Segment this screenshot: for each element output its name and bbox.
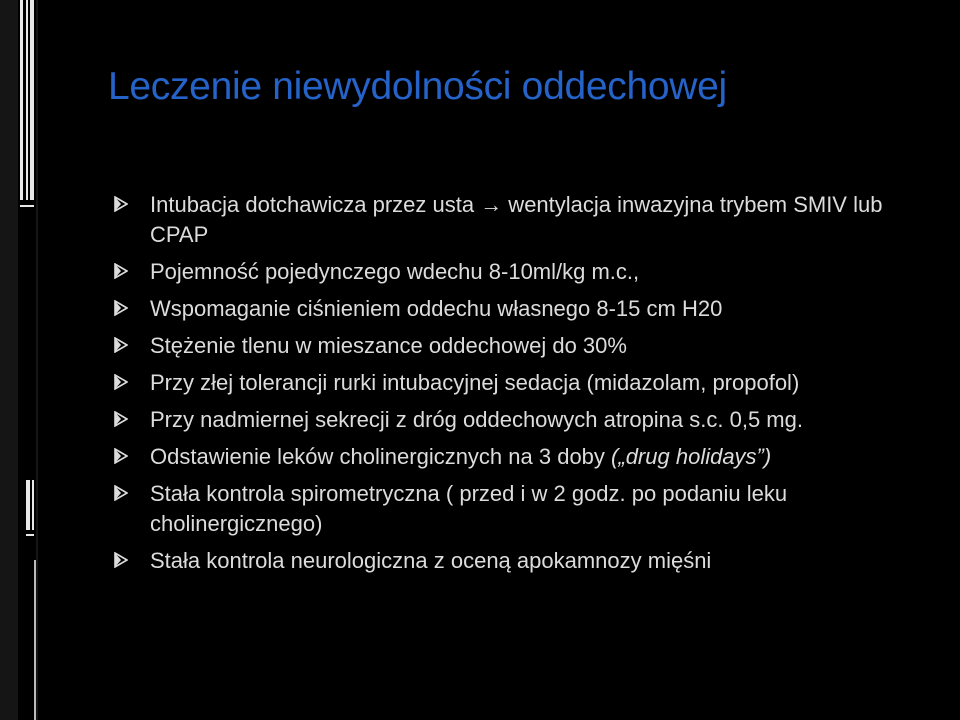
bullet-text-italic: („drug holidays”) <box>611 444 772 469</box>
bullet-marker-icon <box>114 411 128 427</box>
bullet-marker-icon <box>114 485 128 501</box>
slide-title: Leczenie niewydolności oddechowej <box>108 65 727 108</box>
bullet-text: Przy złej tolerancji rurki intubacyjnej sedacja (midazolam, propofol) <box>150 370 800 395</box>
bullet-item <box>112 546 912 576</box>
bullet-text: Stała kontrola neurologiczna z oceną apokamnozy mięśni <box>150 548 712 573</box>
bullet-marker-icon <box>114 448 128 464</box>
left-decoration <box>0 0 42 720</box>
bullet-marker-icon <box>114 337 128 353</box>
bullet-text: Przy nadmiernej sekrecji z dróg oddechowych atropina s.c. 0,5 mg. <box>150 407 803 432</box>
bullet-item <box>112 368 912 398</box>
bullet-list <box>112 190 912 583</box>
bullet-text-part: Intubacja dotchawicza przez usta <box>150 192 481 217</box>
bullet-item <box>112 405 912 435</box>
bullet-marker-icon <box>114 263 128 279</box>
bullet-text: Stała kontrola spirometryczna ( przed i w 2 godz. po podaniu leku cholinergicznego) <box>150 481 788 536</box>
bullet-marker-icon <box>114 300 128 316</box>
bullet-item <box>112 294 912 324</box>
arrow-right-icon: → <box>480 192 503 217</box>
bullet-text-part: Odstawienie leków cholinergicznych na 3 doby <box>150 444 612 469</box>
bullet-text: Wspomaganie ciśnieniem oddechu własnego 8-15 cm H20 <box>150 296 723 321</box>
bullet-item <box>112 257 912 287</box>
bullet-marker-icon <box>114 196 128 212</box>
bullet-text: Stężenie tlenu w mieszance oddechowej do 30% <box>150 333 627 358</box>
bullet-item <box>112 190 912 250</box>
bullet-text-part: wentylacja inwazyjna trybem SMIV lub CPAP <box>150 192 883 247</box>
bullet-item <box>112 479 912 539</box>
bullet-item <box>112 442 912 472</box>
bullet-marker-icon <box>114 552 128 568</box>
bullet-marker-icon <box>114 374 128 390</box>
bullet-text: Pojemność pojedynczego wdechu 8-10ml/kg m.c., <box>150 259 640 284</box>
bullet-item <box>112 331 912 361</box>
